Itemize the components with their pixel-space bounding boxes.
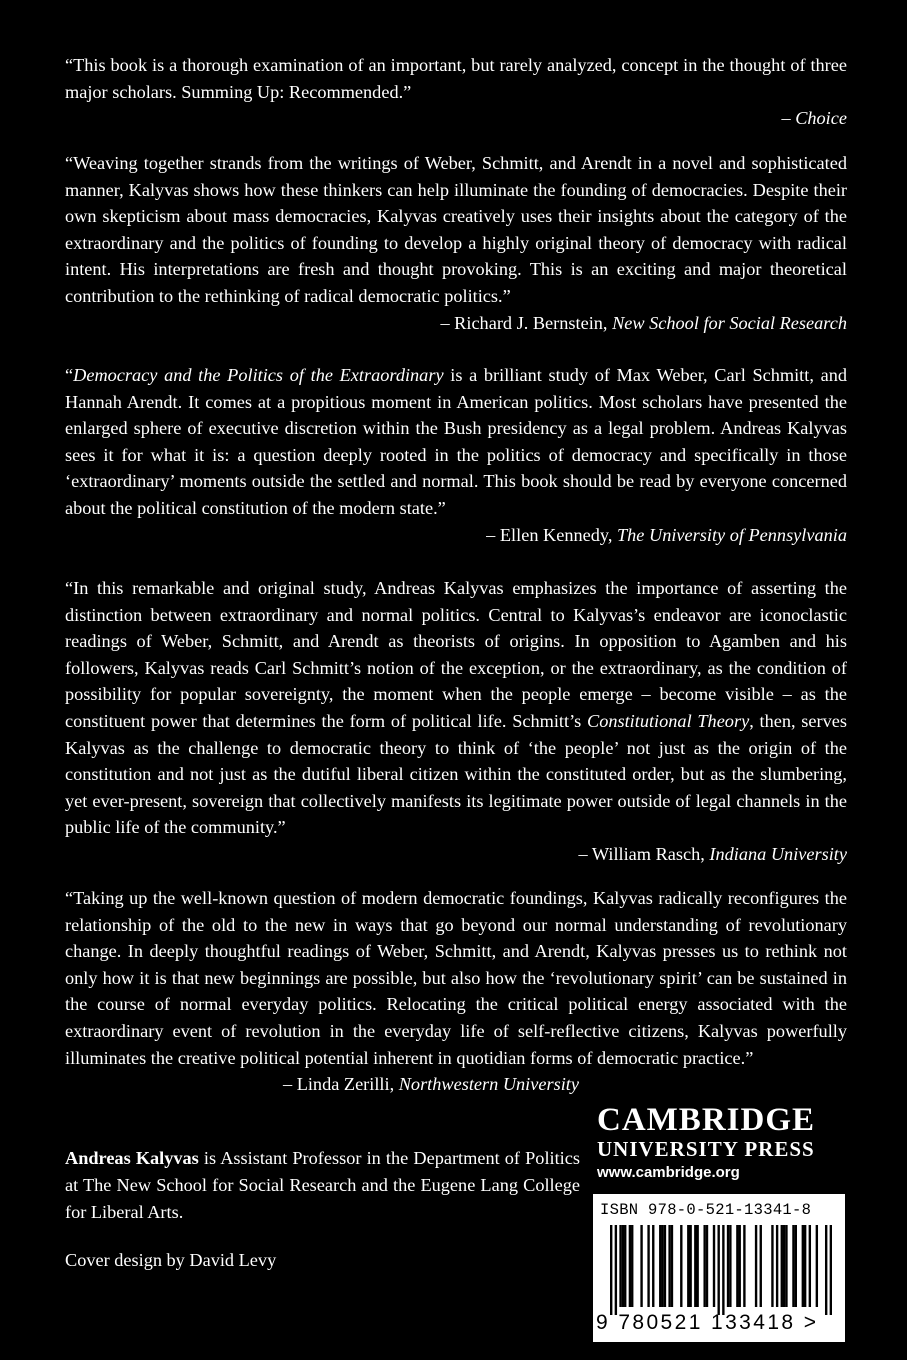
barcode-bar [687,1225,689,1307]
barcode-bar [785,1225,787,1307]
barcode-bar [825,1225,827,1315]
barcode-bar [781,1225,783,1307]
barcode-bar [792,1225,794,1307]
barcode-bar [671,1225,673,1307]
barcode-bar [647,1225,649,1307]
barcode-bars [610,1225,832,1315]
quote-text: “Taking up the well-known question of modern democratic foundings, Kalyvas radically reconfigures the relationship of the old to the new in ways that go beyond our normal understanding of revolutionary change. In deeply thoughtful readings of Weber, Schmitt, and Arendt, Kalyvas presses us to rethink not only how it is that new beginnings are possible, but also how the ‘revolutionary spirit’ can be sustained in the course of normal everyday politics. Relocating the critical political energy associated with the extraordinary event of revolution in the everyday life of self-reflective citizens, Kalyvas powerfully illuminates the creative political potential inherent in quotidian forms of democratic practice.” [65,888,847,1068]
barcode-bar [631,1225,633,1307]
barcode-bar [776,1225,778,1307]
review-quote-bernstein [65,150,847,336]
barcode-bar [739,1225,741,1307]
isbn-barcode [593,1194,845,1342]
quote-attribution: – William Rasch, Indiana University [578,843,847,864]
author-bio: Andreas Kalyvas is Assistant Professor in the Department of Politics at The New School for Social Research and the Eugene Lang College for Liberal Arts. [65,1148,580,1222]
barcode-bar [640,1225,642,1307]
barcode-bar [760,1225,762,1307]
quote-text: “This book is a thorough examination of an important, but rarely analyzed, concept in the thought of three major scholars. Summing Up: Recommended.” [65,55,847,102]
barcode-bar [703,1225,705,1307]
barcode-bar [615,1225,617,1315]
barcode-digits: 9 780521 133418 > [596,1311,819,1334]
barcode-bar [680,1225,682,1307]
barcode-bar [661,1225,663,1307]
barcode-bar [802,1225,804,1307]
barcode-bar [694,1225,696,1307]
barcode-bar [804,1225,806,1307]
barcode-bar [809,1225,811,1307]
quote-attribution: – Ellen Kennedy, The University of Pennsylvania [486,524,847,545]
barcode-bar [706,1225,708,1307]
barcode-bar [664,1225,666,1307]
barcode-bar [624,1225,626,1307]
barcode-bar [727,1225,729,1307]
review-quote-rasch [65,575,847,868]
publisher-url: www.cambridge.org [597,1164,740,1181]
barcode-bar [713,1225,715,1307]
cover-design-credit: Cover design by David Levy [65,1250,277,1270]
barcode-bar [668,1225,670,1307]
book-title: Democracy and the Politics of the Extraordinary [73,365,444,385]
isbn-label: ISBN 978-0-521-13341-8 [600,1201,812,1219]
barcode-bar [622,1225,624,1307]
publisher-name-line2: UNIVERSITY PRESS [597,1137,815,1161]
review-quote-choice [65,52,847,132]
quote-text: “Weaving together strands from the writings of Weber, Schmitt, and Arendt in a novel and sophisticated manner, Kalyvas shows how these thinkers can help illuminate the founding of democracies. Despite their own skepticism about mass democracies, Kalyvas creatively uses their insights about the category of the extraordinary and the politics of founding to develop a highly original theory of democracy with radical intent. His interpretations are fresh and thought provoking. This is an exciting and major theoretical contribution to the rethinking of radical democratic politics.” [65,153,847,306]
barcode-bar [755,1225,757,1307]
barcode-bar [783,1225,785,1307]
barcode-bar [795,1225,797,1307]
barcode-bar [652,1225,654,1307]
barcode-bar [830,1225,832,1315]
author-name: Andreas Kalyvas [65,1148,199,1168]
barcode-bar [743,1225,745,1307]
barcode-bar [610,1225,612,1315]
barcode-bar [816,1225,818,1307]
quote-attribution: – Richard J. Bernstein, New School for Social Research [440,312,847,333]
barcode-bar [659,1225,661,1307]
barcode-bar [722,1225,724,1315]
quote-text: “Democracy and the Politics of the Extraordinary is a brilliant study of Max Weber, Carl Schmitt, and Hannah Arendt. It comes at a propitious moment in American politics. Most scholars have presented the enlarged sphere of executive discretion within the Bush presidency as a legal problem. Andreas Kalyvas sees it for what it is: a question deeply rooted in the politics of democracy and specifically in those ‘extraordinary’ moments outside the settled and normal. This book should be read by everyone concerned about the political constitution of the modern state.” [65,365,847,518]
barcode-bar [689,1225,691,1307]
review-quote-kennedy [65,362,847,548]
barcode-bar [619,1225,621,1307]
barcode-bar [771,1225,773,1307]
quote-attribution: – Choice [781,108,847,129]
barcode-bar [717,1225,719,1315]
quote-text: “In this remarkable and original study, Andreas Kalyvas emphasizes the importance of asserting the distinction between extraordinary and normal politics. Central to Kalyvas’s endeavor are iconoclastic readings of Weber, Schmitt, and Arendt as theorists of origins. In opposition to Agamben and his followers, Kalyvas reads Carl Schmitt’s notion of the exception, or the extraordinary, as the condition of possibility for popular sovereignty, the moment when the people emerge – become visible – as the constituent power that determines the form of political life. Schmitt’s Constitutional Theory, then, serves Kalyvas as the challenge to democratic theory to think of ‘the people’ not just as the origin of the constitution and not just as the dutiful liberal citizen within the constituted order, but as the slumbering, yet ever-present, sovereign that collectively manifests its legitimate power outside of legal channels in the public life of the community.” [65,578,847,838]
publisher-name-line1: CAMBRIDGE [597,1102,816,1138]
barcode-bar [629,1225,631,1307]
publisher-logo [597,1103,815,1183]
quote-attribution: – Linda Zerilli, Northwestern University [282,1074,579,1095]
book-title: Constitutional Theory [587,710,750,731]
review-quote-zerilli [65,885,847,1098]
barcode-bar [696,1225,698,1307]
barcode-bar [736,1225,738,1307]
barcode-bar [729,1225,731,1307]
